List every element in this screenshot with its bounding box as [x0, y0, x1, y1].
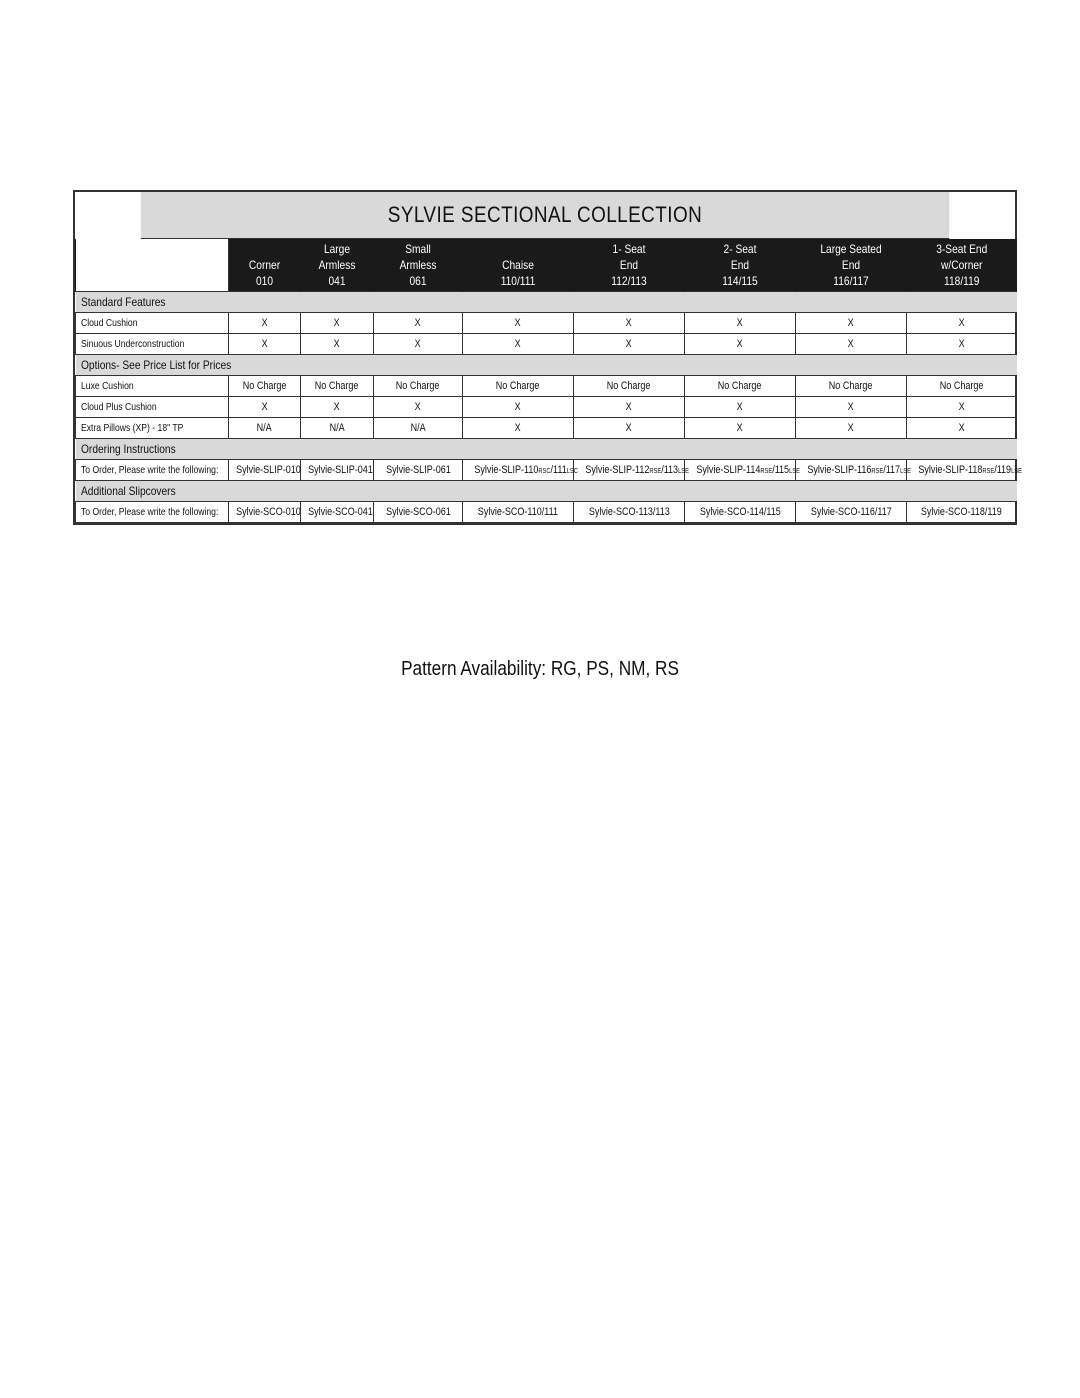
cell-value: Sylvie-SCO-110/111 — [477, 506, 559, 518]
collection-title: SYLVIE SECTIONAL COLLECTION — [141, 192, 949, 239]
cell-side-code: RSE — [982, 468, 995, 475]
column-header-line: 061 — [409, 274, 427, 288]
table-cell — [685, 460, 800, 481]
section-heading-row — [76, 355, 1017, 376]
column-header — [463, 239, 574, 292]
row-label-text: Extra Pillows (XP) - 18" TP — [81, 422, 184, 434]
cell-value — [308, 464, 373, 476]
cell-value: Sylvie-SCO-118/119 — [921, 506, 1002, 518]
column-header-line: 2- Seat — [723, 242, 757, 256]
cell-value: X — [958, 338, 965, 350]
table-cell — [685, 502, 796, 523]
cell-value: No Charge — [396, 380, 440, 392]
column-header-line: 114/115 — [722, 274, 758, 288]
section-heading — [76, 481, 1017, 502]
table-cell — [374, 460, 463, 481]
cell-code: /119 — [994, 464, 1012, 476]
table-cell — [796, 418, 907, 439]
cell-value: No Charge — [242, 380, 287, 392]
section-heading-text: Standard Features — [80, 295, 165, 309]
cell-value: X — [414, 338, 422, 350]
table-cell — [463, 376, 574, 397]
table-cell — [685, 313, 796, 334]
table-cell — [229, 502, 301, 523]
row-label — [76, 418, 229, 439]
table-cell — [574, 502, 685, 523]
cell-value: X — [847, 317, 855, 329]
cell-value: X — [514, 401, 522, 413]
table-row — [76, 502, 1017, 523]
cell-code: Sylvie-SLIP-116 — [807, 464, 872, 476]
row-label-text: Sinuous Underconstruction — [81, 338, 185, 350]
table-cell — [574, 397, 685, 418]
section-heading-text: Additional Slipcovers — [80, 484, 176, 498]
table-cell — [463, 502, 574, 523]
cell-value: Sylvie-SCO-061 — [385, 506, 451, 518]
column-header-line: 3-Seat End — [936, 242, 988, 256]
column-header-line: End — [841, 258, 861, 272]
cell-code: Sylvie-SLIP-041 — [308, 464, 373, 476]
section-heading-text: Ordering Instructions — [80, 442, 176, 456]
column-header-line: Small — [405, 242, 431, 256]
cell-value: X — [514, 317, 522, 329]
cell-value: Sylvie-SCO-010 — [236, 506, 301, 518]
section-heading — [76, 439, 1017, 460]
section-heading-row — [76, 439, 1017, 460]
table-cell — [301, 376, 374, 397]
cell-code: Sylvie-SLIP-114 — [696, 464, 761, 476]
column-header-line: Chaise — [502, 258, 534, 272]
table-cell — [907, 397, 1017, 418]
column-header — [685, 239, 796, 292]
cell-value: X — [514, 338, 522, 350]
cell-value: X — [414, 401, 422, 413]
table-row — [76, 460, 1017, 481]
column-header-line: 110/111 — [500, 274, 536, 288]
column-header-line: 010 — [255, 274, 274, 288]
table-cell — [574, 334, 685, 355]
row-label — [76, 460, 229, 481]
table-cell — [301, 397, 374, 418]
column-header — [374, 239, 463, 292]
cell-code: /113 — [661, 464, 679, 476]
table-cell — [574, 376, 685, 397]
table-cell — [907, 334, 1017, 355]
table-cell — [374, 334, 463, 355]
table-cell — [907, 313, 1017, 334]
column-header — [796, 239, 907, 292]
cell-value: X — [261, 401, 268, 413]
table-cell — [907, 502, 1017, 523]
cell-value: Sylvie-SCO-041 — [308, 506, 373, 518]
cell-value: X — [958, 422, 965, 434]
cell-value — [386, 464, 451, 476]
row-label-text: Luxe Cushion — [81, 380, 134, 392]
cell-value: X — [261, 317, 268, 329]
table-cell — [685, 397, 796, 418]
table-cell — [463, 418, 574, 439]
cell-side-code: LSE — [789, 468, 800, 475]
cell-value: N/A — [329, 422, 345, 434]
cell-value — [585, 464, 689, 476]
table-cell — [463, 460, 578, 481]
cell-side-code: LSE — [1011, 468, 1022, 475]
table-row — [76, 418, 1017, 439]
table-cell — [374, 313, 463, 334]
table-cell — [685, 376, 796, 397]
table-cell — [229, 313, 301, 334]
row-label-text: To Order, Please write the following: — [81, 464, 219, 476]
column-header-line: 118/119 — [944, 274, 980, 288]
column-header-line: 112/113 — [611, 274, 647, 288]
cell-code: /117 — [883, 464, 901, 476]
row-label — [76, 502, 229, 523]
cell-value: X — [333, 401, 341, 413]
column-header-line: Large Seated — [820, 242, 882, 256]
table-cell — [463, 313, 574, 334]
table-cell — [301, 313, 374, 334]
cell-value: X — [958, 317, 965, 329]
cell-value: No Charge — [315, 380, 359, 392]
cell-value — [236, 464, 301, 476]
row-label — [76, 397, 229, 418]
table-cell — [796, 376, 907, 397]
cell-value: X — [333, 338, 341, 350]
cell-value: X — [625, 422, 633, 434]
cell-side-code: LSE — [678, 468, 689, 475]
table-cell — [685, 418, 796, 439]
table-cell — [907, 460, 1022, 481]
table-cell — [574, 460, 689, 481]
section-heading — [76, 292, 1017, 313]
cell-value — [918, 464, 1022, 476]
table-cell — [796, 502, 907, 523]
table-cell — [463, 334, 574, 355]
cell-value: No Charge — [718, 380, 762, 392]
cell-value: X — [261, 338, 268, 350]
cell-value: X — [958, 401, 965, 413]
table-cell — [374, 502, 463, 523]
header-blank-cell — [76, 239, 229, 292]
table-cell — [301, 460, 374, 481]
table-cell — [907, 376, 1017, 397]
table-cell — [574, 418, 685, 439]
table-cell — [685, 334, 796, 355]
cell-code: Sylvie-SLIP-118 — [918, 464, 983, 476]
table-cell — [796, 313, 907, 334]
table-cell — [229, 397, 301, 418]
cell-value: X — [625, 317, 633, 329]
section-heading — [76, 355, 1017, 376]
table-body — [76, 292, 1022, 523]
table-row — [76, 397, 1017, 418]
cell-side-code: RSC — [538, 468, 551, 475]
section-heading-row — [76, 481, 1017, 502]
section-heading-row — [76, 292, 1017, 313]
column-header-line: 1- Seat — [612, 242, 646, 256]
row-label — [76, 334, 229, 355]
cell-value: X — [736, 401, 744, 413]
table-cell — [463, 397, 574, 418]
column-header-line: Armless — [399, 258, 437, 272]
cell-side-code: RSE — [760, 468, 773, 475]
table-cell — [574, 313, 685, 334]
spec-sheet — [73, 190, 1022, 525]
table-cell — [907, 418, 1017, 439]
cell-value: X — [847, 338, 855, 350]
cell-value — [696, 464, 800, 476]
column-header-line: Corner — [248, 258, 281, 272]
table-cell — [374, 376, 463, 397]
column-header-line: 116/117 — [833, 274, 869, 288]
table-cell — [301, 418, 374, 439]
cell-value: X — [736, 422, 744, 434]
cell-value — [807, 464, 911, 476]
column-header-line: End — [619, 258, 639, 272]
cell-code: Sylvie-SLIP-010 — [236, 464, 301, 476]
cell-value: No Charge — [496, 380, 540, 392]
table-cell — [796, 460, 911, 481]
table-cell — [229, 460, 301, 481]
cell-code: Sylvie-SLIP-112 — [585, 464, 650, 476]
section-heading-text: Options- See Price List for Prices — [80, 358, 231, 372]
column-header-line: Large — [323, 242, 351, 256]
cell-side-code: LSE — [900, 468, 911, 475]
table-cell — [229, 418, 301, 439]
table-cell — [301, 502, 374, 523]
cell-code: /111 — [550, 464, 567, 476]
cell-value: X — [625, 338, 633, 350]
row-label-text: Cloud Cushion — [81, 317, 138, 329]
cell-value: Sylvie-SCO-114/115 — [699, 506, 781, 518]
cell-value: No Charge — [829, 380, 873, 392]
table-cell — [796, 397, 907, 418]
row-label — [76, 376, 229, 397]
cell-value: Sylvie-SCO-116/117 — [810, 506, 892, 518]
table-row — [76, 376, 1017, 397]
table-row — [76, 334, 1017, 355]
row-label-text: Cloud Plus Cushion — [81, 401, 157, 413]
cell-side-code: RSE — [649, 468, 662, 475]
row-label — [76, 313, 229, 334]
cell-value: X — [414, 317, 422, 329]
pattern-availability: Pattern Availability: RG, PS, NM, RS — [401, 658, 679, 680]
column-header — [301, 239, 374, 292]
cell-value: X — [625, 401, 633, 413]
column-header-line: End — [730, 258, 750, 272]
column-header — [574, 239, 685, 292]
cell-code: Sylvie-SLIP-061 — [385, 464, 451, 476]
column-header-line: 041 — [328, 274, 346, 288]
cell-value: X — [736, 338, 744, 350]
cell-value — [474, 464, 578, 476]
cell-value: X — [736, 317, 744, 329]
cell-value: No Charge — [939, 380, 984, 392]
cell-code: Sylvie-SLIP-110 — [474, 464, 539, 476]
table-cell — [374, 418, 463, 439]
cell-value: X — [514, 422, 522, 434]
table-cell — [796, 334, 907, 355]
column-header-line: w/Corner — [941, 258, 983, 272]
column-header-row — [76, 239, 1017, 292]
table-row — [76, 313, 1017, 334]
cell-side-code: RSE — [871, 468, 884, 475]
cell-value: Sylvie-SCO-113/113 — [588, 506, 670, 518]
spec-table — [75, 239, 1022, 523]
cell-value: X — [333, 317, 341, 329]
cell-value: X — [847, 422, 855, 434]
cell-value: No Charge — [607, 380, 651, 392]
row-label-text: To Order, Please write the following: — [81, 506, 219, 518]
table-cell — [374, 397, 463, 418]
column-header — [229, 239, 301, 292]
table-cell — [229, 334, 301, 355]
cell-code: /115 — [772, 464, 790, 476]
table-cell — [301, 334, 374, 355]
column-header-line: Armless — [318, 258, 356, 272]
cell-value: N/A — [256, 422, 273, 434]
cell-side-code: LSC — [566, 468, 578, 475]
cell-value: N/A — [410, 422, 426, 434]
column-header — [907, 239, 1017, 292]
table-cell — [229, 376, 301, 397]
cell-value: X — [847, 401, 855, 413]
